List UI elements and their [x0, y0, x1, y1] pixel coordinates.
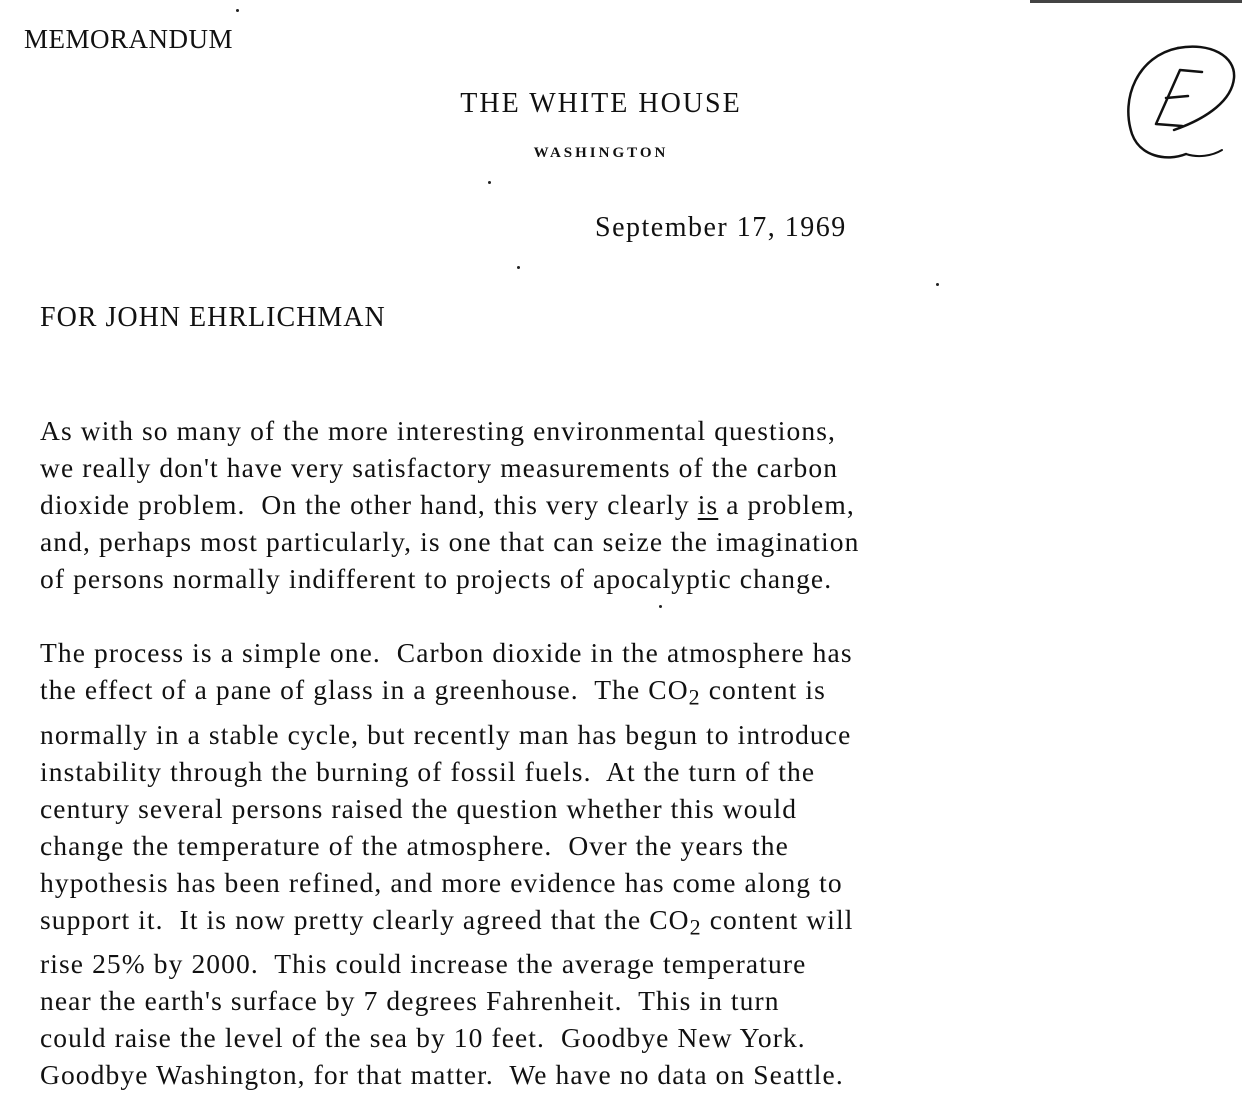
stamp-circle-tail: [1186, 150, 1222, 156]
scan-speck: [236, 9, 239, 12]
paragraph-line: normally in a stable cycle, but recently man has begun to introduce: [40, 718, 852, 750]
paragraph-line: century several persons raised the question whether this would: [40, 792, 798, 824]
line-text: support it. It is now pretty clearly agreed that the CO: [40, 903, 690, 935]
paragraph-line: could raise the level of the sea by 10 feet. Goodbye New York.: [40, 1022, 806, 1053]
scan-speck: [659, 605, 662, 608]
paragraph-line: [40, 671, 1210, 716]
scan-speck: [517, 266, 520, 269]
paragraph-line: hypothesis has been refined, and more evidence has come along to: [40, 866, 843, 898]
scan-speck: [488, 181, 491, 184]
line-text: a problem,: [718, 489, 855, 520]
paragraph-line: of persons normally indifferent to projects of apocalyptic change.: [40, 563, 833, 594]
scan-speck: [936, 283, 939, 286]
paragraph-line: instability through the burning of fossil fuels. At the turn of the: [40, 755, 816, 787]
memo-date: September 17, 1969: [595, 212, 847, 243]
memo-label: MEMORANDUM: [24, 24, 234, 54]
paragraph-line: The process is a simple one. Carbon dioxide in the atmosphere has: [40, 637, 853, 668]
scan-edge-mark: [1030, 0, 1242, 3]
line-text: content is: [700, 674, 826, 705]
paragraph-line: rise 25% by 2000. This could increase the average temperature: [40, 948, 807, 979]
paragraph-line: [40, 901, 1210, 946]
paragraph-line: As with so many of the more interesting environmental questions,: [40, 415, 836, 446]
paragraph-line: we really don't have very satisfactory measurements of the carbon: [40, 452, 839, 483]
letterhead-title: THE WHITE HOUSE: [460, 88, 742, 119]
subscript-2: 2: [689, 914, 702, 939]
paragraph-line: Goodbye Washington, for that matter. We have no data on Seattle.: [40, 1059, 844, 1090]
paragraph-1: [40, 412, 1210, 597]
line-text: content will: [701, 903, 854, 935]
subscript-2: 2: [688, 684, 701, 710]
paragraph-line: and, perhaps most particularly, is one that can seize the imagination: [40, 526, 860, 557]
paragraph-line: change the temperature of the atmosphere. Over the years the: [40, 829, 789, 861]
stamp-circle-right-arc: [1174, 47, 1234, 130]
stamp-circle-left-arc: [1128, 48, 1186, 157]
letterhead-city: WASHINGTON: [533, 145, 669, 161]
paragraph-2: [40, 634, 1210, 1093]
memo-addressee: FOR JOHN EHRLICHMAN: [40, 302, 386, 333]
underlined-emphasis: is: [697, 489, 719, 520]
paragraph-line: [40, 486, 1210, 523]
paragraph-line: near the earth's surface by 7 degrees Fahrenheit. This in turn: [40, 985, 780, 1016]
handwritten-e-stamp: [1118, 38, 1242, 166]
line-text: the effect of a pane of glass in a greenhouse. The CO: [40, 674, 689, 705]
line-text: dioxide problem. On the other hand, this very clearly: [40, 489, 698, 520]
